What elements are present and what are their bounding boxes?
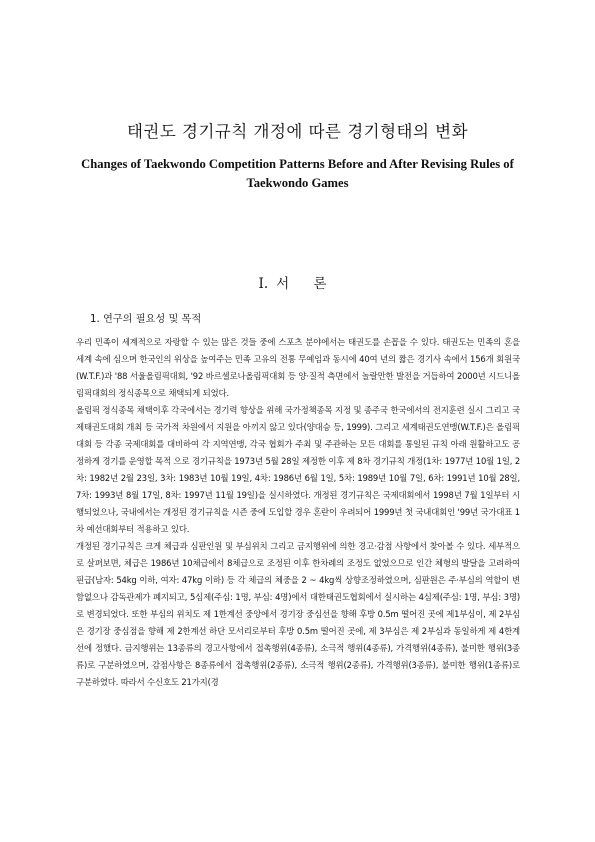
paragraph: 올림픽 정식종목 채택이후 각국에서는 경기력 향상을 위해 국가정책종목 지정 및 종주국 한국에서의 전지훈련 실시 그리고 국제태권도대회 개최 등 국가적 차원에서 지원을 아끼지 않고 있다(양대승 등, 1999). 그리고 세계태권도연맹(W.T.F.)은 올림픽대회 등 각종 국제대회를 대비하여 각 지역연맹, 각국 협회가 주최 및 주관하는 모든 대회를 통일된 규칙 아래 원활하고도 공정하게 경기를 운영할 목적 으로 경기규칙을 1973년 5월 28일 제정한 이후 제 8차 경기규칙 개정(1차: 1977년 10월 1일, 2차: 1982년 2월 23일, 3차: 1983년 10월 19일, 4차: 1986년 6월 1일, 5차: 1989년 10월 7일, 6차: 1991년 10월 28일, 7차: 1993년 8월 17일, 8차: 1997년 11월 19일)을 실시하였다. 개정된 경기규칙은 국제대회에서 1998년 7월 1일부터 시행되었으나, 국내에서는 개정된 경기규칙을 시즌 중에 도입할 경우 혼란이 우려되어 1999년 첫 국내대회인 '99년 국가대표 1차 예선대회부터 적용하고 있다.: [76, 405, 520, 534]
paragraph: 개정된 경기규칙은 크게 체급과 심판인원 및 부심위치 그리고 금지행위에 의한 경고·감점 사항에서 찾아볼 수 있다. 세부적으로 살펴보면, 체급은 1986년 10체급에서 8체급으로 조정된 이후 한차례의 조정도 없었으므로 인간 체형의 발달을 고려하여 핀급(남자: 54kg 이하, 여자: 47kg 이하) 등 각 체급의 체중을 2 ~ 4kg씩 상향조정하였으며, 심판원은 주·부심의 역할이 변함없으나 감독관제가 폐지되고, 5심제(주심: 1명, 부심: 4명)에서 대한태권도협회에서 실시하는 4심제(주심: 1명, 부심: 3명)로 변경되었다. 또한 부심의 위치도 제 1한계선 중앙에서 경기장 중심선을 향해 후방 0.5m 떨어진 곳에 제1부심이, 제 2부심은 경기장 중심점을 향해 제 2한계선 하단 모서리로부터 후방 0.5m 떨어진 곳에, 제 3부심은 제 2부심과 동일하게 제 4한계선에 정했다. 금지행위는 13종류의 경고사항에서 접촉행위(4종류), 소극적 행위(4종류), 가격행위(4종류), 불미한 행위(3종류)로 구분하였으며, 감점사항은 8종류에서 접촉행위(2종류), 소극적 행위(2종류), 가격행위(3종류), 불미한 행위(1종류)로 구분하였다. 따라서 수신호도 21가지(경: [76, 541, 520, 687]
section-number: Ⅰ.: [258, 276, 269, 292]
body-text: [76, 334, 520, 691]
section-heading: [0, 275, 595, 293]
korean-title: 태권도 경기규칙 개정에 따른 경기형태의 변화: [126, 122, 469, 141]
section-title: 서 론: [276, 276, 337, 292]
english-title: Changes of Taekwondo Competition Patterns Before and After Revising Rules of Taekwondo Games: [81, 157, 514, 190]
subsection-heading: 1. 연구의 필요성 및 목적: [90, 314, 202, 325]
paragraph: 우리 민족이 세계적으로 자랑할 수 있는 많은 것들 중에 스포츠 분야에서는 태권도를 손꼽을 수 있다. 태권도는 민족의 혼을 세계 속에 심으며 한국인의 위상을 높여주는 민족 고유의 전통 무예임과 동시에 40여 년의 짧은 경기사 속에서 156개 회원국(W.T.F.)과 '88 서울올림픽대회, '92 바르셀로나올림픽대회 등 양·질적 측면에서 놀랄만한 발전을 거듭하여 2000년 시드니올림픽대회의 정식종목으로 채택되게 되었다.: [76, 337, 520, 398]
